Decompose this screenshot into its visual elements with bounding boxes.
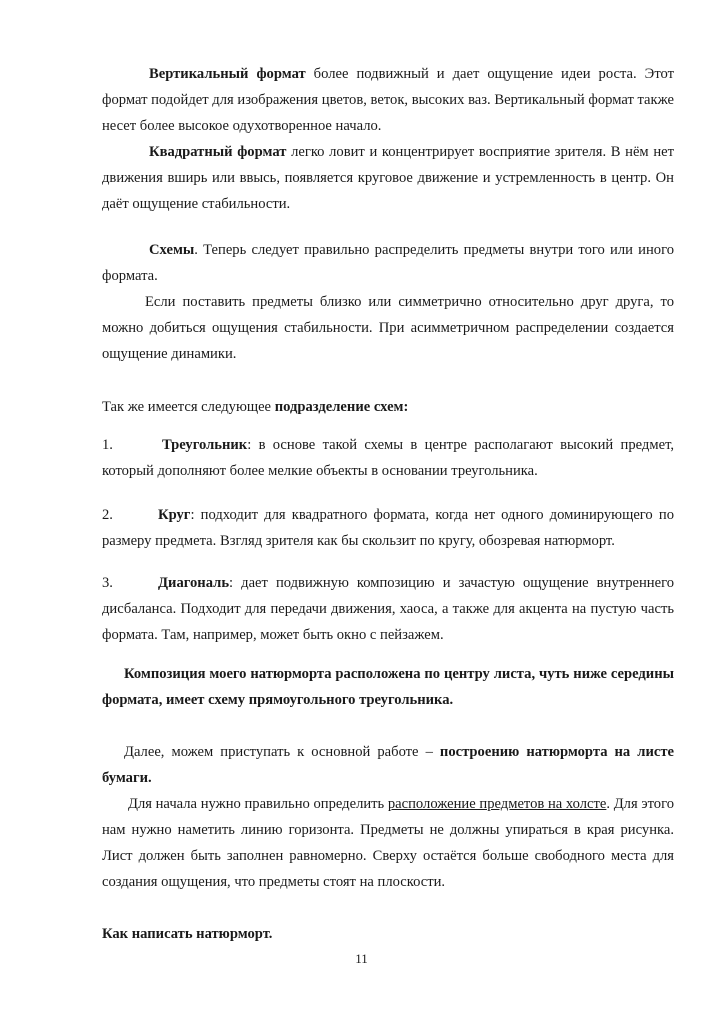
- term-vertical-format: Вертикальный формат: [149, 66, 306, 82]
- term-square-format: Квадратный формат: [149, 144, 287, 160]
- list-number: 1.: [102, 437, 113, 453]
- term-construction: построению натюрморта на листе бумаги.: [102, 744, 674, 786]
- list-item-circle: 2. Круг: подходит для квадратного формата, когда нет одного доминирующего по размеру предмета. Взгляд зрителя как бы скользит по кругу, обозревая натюрморт.: [102, 502, 674, 554]
- term-circle: Круг: [158, 507, 191, 523]
- list-number: 2.: [102, 507, 113, 523]
- paragraph-schemes: Схемы. Теперь следует правильно распределить предметы внутри того или иного формата.: [102, 242, 674, 284]
- paragraph-subdivision: Так же имеется следующее подразделение схем:: [102, 399, 409, 415]
- paragraph-my-composition: Композиция моего натюрморта расположена по центру листа, чуть ниже середины формата, имеет схему прямоугольного треугольника.: [102, 666, 674, 708]
- page-number: 11: [355, 951, 368, 966]
- paragraph-square-format: Квадратный формат легко ловит и концентрирует восприятие зрителя. В нём нет движения вширь или ввысь, появляется круговое движение и устремленность в центр. Он даёт ощущение стабильности.: [102, 144, 674, 212]
- list-number: 3.: [102, 575, 113, 591]
- term-diagonal: Диагональ: [158, 575, 230, 591]
- term-subdivision: подразделение схем:: [274, 399, 409, 415]
- underlined-phrase: расположение предметов на холсте: [387, 796, 607, 812]
- list-item-triangle: 1. Треугольник: в основе такой схемы в центре располагают высокий предмет, который дополняют более мелкие объекты в основании треугольника.: [102, 432, 674, 484]
- paragraph-vertical-format: Вертикальный формат более подвижный и дает ощущение идеи роста. Этот формат подойдет для изображения цветов, веток, высоких ваз. Вертикальный формат также несет более высокое одухотворенное начало.: [102, 66, 674, 134]
- term-schemes: Схемы: [149, 242, 195, 258]
- section-heading: Как написать натюрморт.: [102, 926, 273, 942]
- paragraph-next-step: Далее, можем приступать к основной работе – построению натюрморта на листе бумаги.: [102, 744, 674, 786]
- term-triangle: Треугольник: [162, 437, 248, 453]
- paragraph-placement: Для начала нужно правильно определить расположение предметов на холсте. Для этого нам нужно наметить линию горизонта. Предметы не должны упираться в края рисунка. Лист должен быть заполнен равномерно. Сверху остаётся больше свободного места для создания ощущения, что предметы стоят на плоскости.: [102, 796, 674, 890]
- paragraph-stability: Если поставить предметы близко или симметрично относительно друг друга, то можно добиться ощущения стабильности. При асимметричном распределении создается ощущение динамики.: [102, 294, 674, 362]
- list-item-diagonal: 3. Диагональ: дает подвижную композицию и зачастую ощущение внутреннего дисбаланса. Подходит для передачи движения, хаоса, а также для акцента на пустую часть формата. Там, например, может быть окно с пейзажем.: [102, 570, 674, 648]
